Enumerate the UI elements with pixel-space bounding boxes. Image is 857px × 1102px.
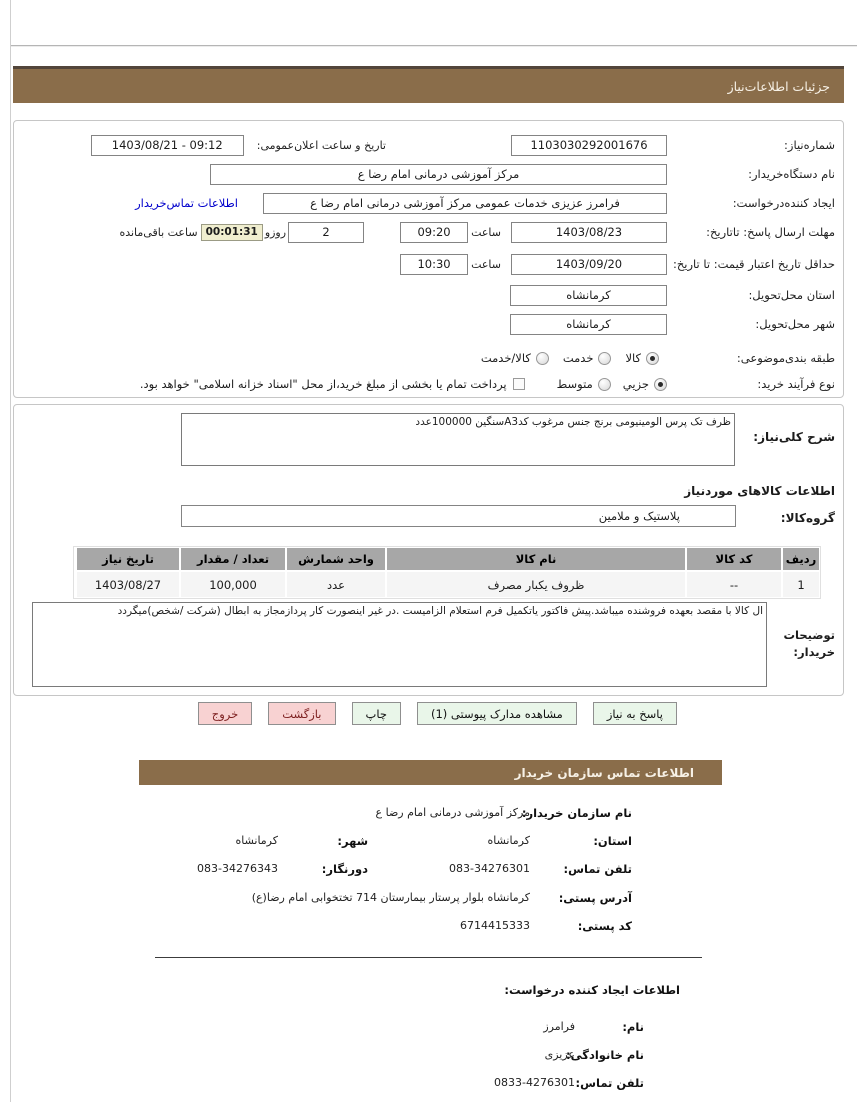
respond-to-need-button[interactable]: پاسخ به نیاز <box>593 702 677 725</box>
price-validity-date-field[interactable]: 1403/09/20 <box>511 254 667 275</box>
view-attachments-button[interactable]: مشاهده مدارک پیوستی (1) <box>417 702 577 725</box>
buyer-notes-text: ال کالا با مقصد بعهده فروشنده میباشد.پیش فاکتور یاتکمیل فرم استعلام الزامیست .در غیر اینصورت کار پردازمجاز به ابطال (شرکت /شخص)میگردد <box>117 605 763 617</box>
creator-last-name-row <box>0 1048 857 1064</box>
top-divider <box>10 45 857 46</box>
countdown-timer: 00:01:31 <box>201 224 263 241</box>
creator-phone-row <box>0 1076 857 1092</box>
table-row <box>75 572 819 597</box>
reply-deadline-hour-label: ساعت <box>471 225 501 239</box>
contact-city-label: شهر: <box>337 834 368 848</box>
org-name-value: مرکز آموزشی درمانی امام رضا ع <box>375 806 530 819</box>
org-name-label: نام سازمان خریدار: <box>521 806 632 820</box>
request-creator-label: ایجاد کننده‌درخواست: <box>732 195 835 210</box>
org-name-row <box>0 806 857 822</box>
subject-option-service[interactable] <box>563 351 612 365</box>
back-button[interactable]: بازگشت <box>268 702 335 725</box>
purchase-option-medium[interactable] <box>557 377 611 391</box>
goods-table-header <box>75 548 819 570</box>
section-header-need-details <box>13 66 844 103</box>
contact-fax-label: دورنگار: <box>321 862 368 876</box>
delivery-province-label: استان محل‌تحویل: <box>748 287 835 302</box>
col-row-number: ردیف <box>783 548 819 570</box>
creator-phone-value: 0833-4276301 <box>494 1076 575 1089</box>
exit-button[interactable]: خروج <box>198 702 252 725</box>
delivery-city-label: شهر محل‌تحویل: <box>755 316 835 331</box>
cell-row-number: 1 <box>783 572 819 597</box>
need-number-label: شماره‌نیاز: <box>784 137 835 152</box>
action-buttons <box>198 702 677 725</box>
goods-table <box>73 546 821 599</box>
province-city-row <box>0 834 857 850</box>
need-details-title: جزئیات اطلاعات‌نیاز <box>727 78 830 94</box>
cell-item-name: ظروف یکبار مصرف <box>387 572 685 597</box>
col-item-name: نام کالا <box>387 548 685 570</box>
need-description-panel <box>13 404 844 696</box>
reply-deadline-time-field[interactable]: 09:20 <box>400 222 468 243</box>
request-creator-field[interactable]: فرامرز عزیزی خدمات عمومی مرکز آموزشی درمانی امام رضا ع <box>263 193 667 214</box>
section-header-buyer-contact <box>139 760 722 785</box>
request-creator-row <box>22 192 835 214</box>
need-number-field[interactable]: 1103030292001676 <box>511 135 667 156</box>
contact-fax-value: 083-34276343 <box>197 862 278 875</box>
treasury-checkbox-label: پرداخت تمام یا بخشی از مبلغ خرید،از محل "اسناد خزانه اسلامی" خواهد بود. <box>139 377 507 391</box>
goods-group-label: گروه‌کالا: <box>780 511 835 525</box>
need-desc-label: شرح کلی‌نیاز: <box>753 430 835 444</box>
purchase-type-label: نوع فرآیند خرید: <box>757 376 835 391</box>
col-unit: واحد شمارش <box>287 548 385 570</box>
purchase-option-minor[interactable] <box>623 377 667 391</box>
cell-quantity: 100,000 <box>181 572 285 597</box>
countdown-label: ساعت باقی‌مانده <box>119 225 198 239</box>
print-button[interactable]: چاپ <box>352 702 401 725</box>
goods-group-field[interactable]: پلاستیک و ملامین <box>181 505 736 527</box>
address-row <box>0 891 857 907</box>
subject-option-goods-service[interactable] <box>481 351 549 365</box>
price-validity-hour-label: ساعت <box>471 257 501 271</box>
contact-phone-value: 083-34276301 <box>449 862 530 875</box>
reply-deadline-days-field[interactable]: 2 <box>288 222 364 243</box>
contact-address-label: آدرس پستی: <box>558 891 632 905</box>
days-unit-label: روزو <box>264 225 287 239</box>
contact-postal-value: 6714415333 <box>460 919 530 932</box>
price-validity-time-field[interactable]: 10:30 <box>400 254 468 275</box>
need-desc-textarea[interactable] <box>181 413 735 466</box>
creator-first-name-row <box>0 1020 857 1036</box>
contact-divider <box>155 957 702 958</box>
buyer-device-row <box>22 163 835 185</box>
need-number-row <box>22 134 835 156</box>
goods-service-radio-label: کالا/خدمت <box>480 351 531 365</box>
subject-class-label: طبقه بندی‌موضوعی: <box>736 350 835 365</box>
minor-radio-label: جزيي <box>622 377 649 391</box>
need-info-panel <box>13 120 844 398</box>
reply-deadline-row <box>22 221 835 243</box>
buyer-device-field[interactable]: مرکز آموزشی درمانی امام رضا ع <box>210 164 667 185</box>
creator-phone-label: تلفن تماس: <box>575 1076 644 1090</box>
buyer-device-label: نام دستگاه‌خریدار: <box>748 166 835 181</box>
need-desc-text: ظرف تک پرس الومینیومی برنج جنس مرغوب کدA3سنگین 100000عدد <box>415 416 731 428</box>
creator-heading-row <box>0 983 857 999</box>
creator-info-heading: اطلاعات ایجاد کننده درخواست: <box>504 983 680 997</box>
treasury-checkbox[interactable] <box>513 378 525 390</box>
reply-deadline-date-field[interactable]: 1403/08/23 <box>511 222 667 243</box>
buyer-contact-link[interactable]: اطلاعات تماس‌خریدار <box>135 196 238 210</box>
cell-unit: عدد <box>287 572 385 597</box>
delivery-city-row <box>22 313 835 335</box>
contact-address-value: کرمانشاه بلوار پرستار بیمارستان 714 تختخوابی امام رضا(ع) <box>251 891 530 904</box>
delivery-province-field[interactable]: کرمانشاه <box>510 285 667 306</box>
contact-province-label: استان: <box>593 834 632 848</box>
buyer-contact-title: اطلاعات تماس سازمان خریدار <box>514 765 694 780</box>
left-border-line <box>10 0 11 1102</box>
buyer-notes-label: توضیحات خریدار: <box>783 628 835 659</box>
minor-radio[interactable] <box>654 378 667 391</box>
announce-datetime-field[interactable]: 1403/08/21 - 09:12 <box>91 135 244 156</box>
goods-info-heading: اطلاعات کالاهای موردنیاز <box>684 484 835 498</box>
contact-city-value: کرمانشاه <box>235 834 278 847</box>
medium-radio[interactable] <box>598 378 611 391</box>
cell-need-date: 1403/08/27 <box>77 572 179 597</box>
announce-datetime-label: تاریخ و ساعت اعلان‌عمومی: <box>256 138 386 152</box>
col-item-code: کد کالا <box>687 548 781 570</box>
col-quantity: تعداد / مقدار <box>181 548 285 570</box>
postal-code-row <box>0 919 857 935</box>
creator-last-name-value: عزیزی <box>544 1048 575 1061</box>
delivery-province-row <box>22 284 835 306</box>
contact-phone-label: تلفن تماس: <box>563 862 632 876</box>
subject-option-goods[interactable] <box>625 351 659 365</box>
contact-province-value: کرمانشاه <box>487 834 530 847</box>
creator-first-name-value: فرامرز <box>543 1020 575 1033</box>
delivery-city-field[interactable]: کرمانشاه <box>510 314 667 335</box>
goods-service-radio[interactable] <box>536 352 549 365</box>
goods-radio[interactable] <box>646 352 659 365</box>
service-radio[interactable] <box>598 352 611 365</box>
col-need-date: تاریخ نیاز <box>77 548 179 570</box>
phone-fax-row <box>0 862 857 878</box>
reply-deadline-label: مهلت ارسال پاسخ: تاتاریخ: <box>706 224 835 239</box>
purchase-type-row <box>22 373 835 395</box>
medium-radio-label: متوسط <box>556 377 593 391</box>
service-radio-label: خدمت <box>562 351 594 365</box>
price-validity-label: حداقل تاریخ اعتبار قیمت: تا تاریخ: <box>672 256 835 271</box>
creator-last-name-label: نام خانوادگی: <box>566 1048 644 1062</box>
cell-item-code: -- <box>687 572 781 597</box>
goods-radio-label: کالا <box>625 351 641 365</box>
buyer-notes-textarea[interactable] <box>32 602 767 687</box>
creator-first-name-label: نام: <box>622 1020 644 1034</box>
subject-class-row <box>22 347 835 369</box>
contact-postal-label: کد پستی: <box>577 919 632 933</box>
price-validity-row <box>22 249 835 279</box>
